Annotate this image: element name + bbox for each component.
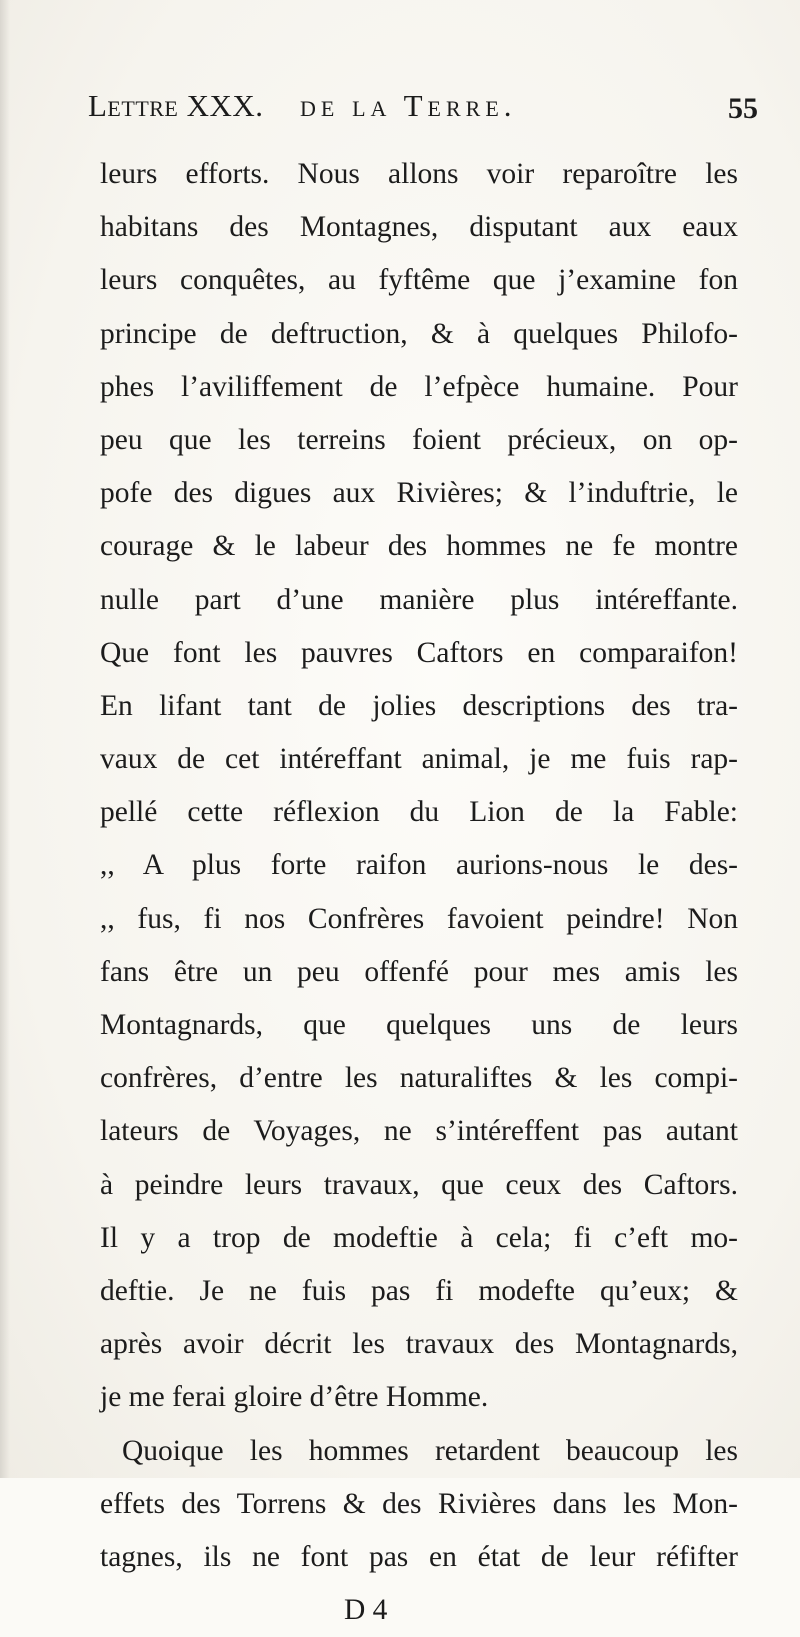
page-number: 55 (728, 92, 758, 125)
text-line: à peindre leurs travaux, que ceux des Caftors. (100, 1168, 738, 1201)
text-line: pellé cette réflexion du Lion de la Fable: (100, 796, 738, 829)
text-line: leurs efforts. Nous allons voir reparoître les (100, 158, 738, 190)
text-line: En lifant tant de jolies descriptions des tra- (100, 689, 738, 722)
text-line: ,, A plus forte raifon aurions-nous le des- (100, 849, 738, 882)
text-line: Que font les pauvres Caftors en comparaifon! (100, 636, 738, 669)
text-line: nulle part d’une manière plus intéreffante. (100, 583, 738, 616)
body-text (100, 148, 738, 1637)
text-line: leurs conquêtes, au fyftême que j’examine fon (100, 264, 738, 297)
text-line: après avoir décrit les travaux des Montagnards, (100, 1328, 738, 1361)
text-line: vaux de cet intéreffant animal, je me fuis rap- (100, 743, 738, 776)
running-head (88, 88, 758, 128)
text-line: ,, fus, fi nos Confrères favoient peindre! Non (100, 902, 738, 935)
running-head-title: de la Terre. (300, 88, 517, 123)
text-line: courage & le labeur des hommes ne fe montre (100, 530, 738, 563)
signature-mark: D 4 (344, 1594, 388, 1627)
text-line: Montagnards, que quelques uns de leurs (100, 1009, 738, 1041)
page-spine-shadow (0, 0, 10, 1478)
text-line: lateurs de Voyages, ne s’intéreffent pas autant (100, 1115, 738, 1148)
text-line: habitans des Montagnes, disputant aux eaux (100, 211, 738, 244)
text-line: Quoique les hommes retardent beaucoup les (122, 1434, 738, 1467)
text-line: confrères, d’entre les naturaliftes & les compi- (100, 1062, 738, 1095)
text-line: peu que les terreins foient précieux, on op- (100, 423, 738, 456)
text-line: tagnes, ils ne font pas en état de leur réfifter (100, 1540, 738, 1573)
text-line: deftie. Je ne fuis pas fi modefte qu’eux; & (100, 1274, 738, 1307)
running-head-letter: Lettre XXX. (88, 88, 264, 123)
text-line: Il y a trop de modeftie à cela; fi c’eft mo- (100, 1221, 738, 1254)
text-line: effets des Torrens & des Rivières dans les Mon- (100, 1487, 738, 1520)
text-line: fans être un peu offenfé pour mes amis les (100, 955, 738, 988)
text-line: phes l’aviliffement de l’efpèce humaine. Pour (100, 370, 738, 403)
text-line: principe de deftruction, & à quelques Philofo- (100, 317, 738, 350)
text-line: pofe des digues aux Rivières; & l’induftrie, le (100, 477, 738, 510)
text-line: je me ferai gloire d’être Homme. (100, 1381, 489, 1414)
